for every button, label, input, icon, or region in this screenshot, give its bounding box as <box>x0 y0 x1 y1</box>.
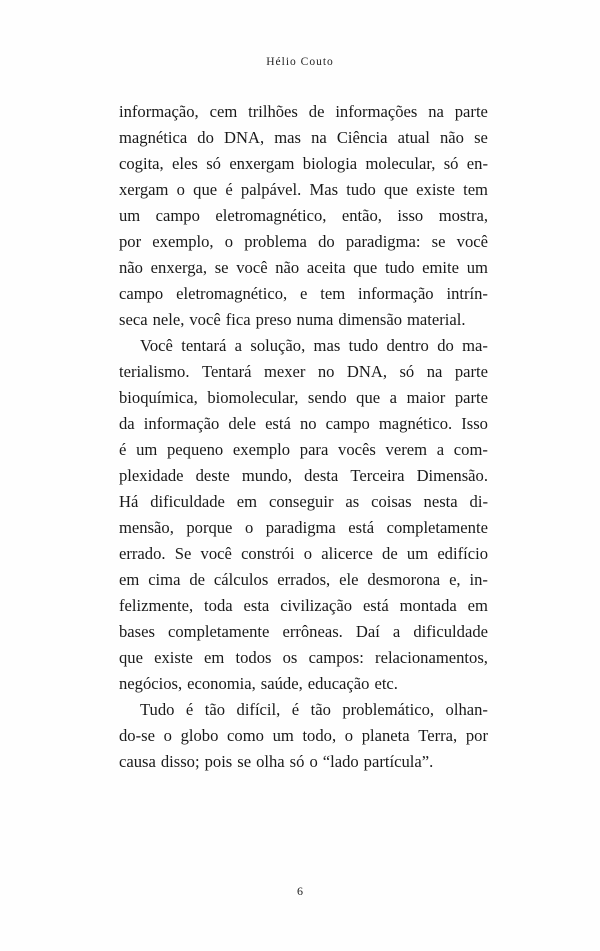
word: Mas <box>309 180 339 199</box>
word: do-se <box>119 726 155 745</box>
word: desta <box>304 466 339 485</box>
word: causa <box>119 752 156 771</box>
word: um <box>406 544 429 563</box>
word: enxergam <box>229 154 295 173</box>
word: mexer <box>263 362 306 381</box>
text-line <box>119 593 488 619</box>
word: não <box>440 128 464 147</box>
word: Você <box>140 336 173 355</box>
text-line <box>119 177 488 203</box>
word: a <box>389 388 398 407</box>
word: edifício <box>437 544 488 563</box>
word: todo, <box>302 726 337 745</box>
word: informação <box>358 284 434 303</box>
word: mas <box>313 336 341 355</box>
word: aceita <box>306 258 346 277</box>
word: Terceira <box>350 466 405 485</box>
word: eletromagnético, <box>176 284 288 303</box>
word: que <box>353 258 378 277</box>
word: é <box>225 180 233 199</box>
word: di- <box>469 492 488 511</box>
word: o <box>344 726 354 745</box>
word: é <box>185 700 194 719</box>
word: nesta <box>423 492 458 511</box>
text-line <box>119 541 488 567</box>
word: mundo, <box>241 466 293 485</box>
word: as <box>345 492 360 511</box>
word: em <box>236 492 258 511</box>
text-line <box>119 463 488 489</box>
word: nele, <box>152 310 185 329</box>
word: do <box>437 336 454 355</box>
word: disso; <box>160 752 200 771</box>
word: parte <box>454 388 488 407</box>
word: em <box>204 648 225 667</box>
word: que <box>356 388 381 407</box>
word: só <box>289 752 305 771</box>
word: tão <box>310 700 331 719</box>
word: tudo <box>346 180 376 199</box>
word: um <box>119 206 141 225</box>
word: você <box>189 310 221 329</box>
word: só <box>443 154 459 173</box>
word: palpável. <box>240 180 302 199</box>
word: cem <box>209 102 238 121</box>
word: campo <box>155 206 200 225</box>
word: informações <box>335 102 418 121</box>
word: está <box>348 518 375 537</box>
word: no <box>299 414 317 433</box>
text-line <box>119 359 488 385</box>
word: tem <box>320 284 346 303</box>
word: como <box>227 726 264 745</box>
text-line <box>119 645 488 671</box>
word: Se <box>174 544 192 563</box>
word: cálculos <box>213 570 269 589</box>
word: emite <box>422 258 459 277</box>
word: a <box>436 440 445 459</box>
word: Isso <box>461 414 488 433</box>
word: você <box>456 232 488 251</box>
word: um <box>136 440 158 459</box>
text-line <box>119 229 488 255</box>
word: campos: <box>308 648 364 667</box>
paragraph <box>119 99 488 333</box>
word: en- <box>466 154 488 173</box>
word: seca <box>119 310 148 329</box>
word: numa <box>296 310 334 329</box>
word: biomolecular, <box>207 388 299 407</box>
word: terialismo. <box>119 362 190 381</box>
word: tentará <box>181 336 227 355</box>
word: o <box>224 232 234 251</box>
word: então, <box>341 206 382 225</box>
word: e, <box>449 570 461 589</box>
word: mensão, <box>119 518 174 537</box>
word: do <box>318 232 335 251</box>
word: dimensão <box>338 310 402 329</box>
page-number: 6 <box>297 884 303 898</box>
word: felizmente, <box>119 596 194 615</box>
word: só <box>206 154 221 173</box>
word: todos <box>235 648 272 667</box>
text-line <box>119 99 488 125</box>
text-line <box>119 671 488 697</box>
word: magnética <box>119 128 188 147</box>
word: isso <box>397 206 424 225</box>
word: o <box>176 180 185 199</box>
word: Daí <box>355 622 380 641</box>
word: eletromagnético, <box>215 206 327 225</box>
word: toda <box>204 596 233 615</box>
word: pois <box>204 752 233 771</box>
word: se <box>474 128 488 147</box>
word: porque <box>186 518 233 537</box>
word: maior <box>406 388 446 407</box>
text-line <box>119 697 488 723</box>
word: paradigma: <box>345 232 421 251</box>
word: em <box>119 570 140 589</box>
word: errados, <box>277 570 331 589</box>
word: olha <box>256 752 285 771</box>
text-line <box>119 125 488 151</box>
word: biologia <box>302 154 358 173</box>
word: está <box>362 596 389 615</box>
text-line <box>119 333 488 359</box>
text-line <box>119 203 488 229</box>
word: verem <box>385 440 427 459</box>
word: por <box>119 232 142 251</box>
word: não <box>275 258 300 277</box>
word: DNA, <box>346 362 388 381</box>
word: planeta <box>361 726 410 745</box>
word: molecular, <box>365 154 436 173</box>
word: conseguir <box>268 492 334 511</box>
word: in- <box>469 570 488 589</box>
word: que <box>119 648 143 667</box>
word: deste <box>195 466 230 485</box>
word: bases <box>119 622 155 641</box>
word: parte <box>454 362 488 381</box>
word: olhan- <box>445 700 488 719</box>
word: a <box>392 622 401 641</box>
word: um <box>466 258 488 277</box>
word: na <box>428 102 444 121</box>
word: o <box>163 726 172 745</box>
word: um <box>272 726 294 745</box>
word: problemático, <box>342 700 435 719</box>
word: alicerce <box>321 544 373 563</box>
word: dentro <box>386 336 429 355</box>
word: bioquímica, <box>119 388 198 407</box>
word: Tudo <box>140 700 175 719</box>
word: mostra, <box>438 206 488 225</box>
word: difícil, <box>236 700 281 719</box>
word: tudo <box>348 336 379 355</box>
word: economia, <box>187 674 256 693</box>
word: esta <box>243 596 270 615</box>
word: o <box>309 752 318 771</box>
word: relacionamentos, <box>375 648 488 667</box>
word: está <box>265 414 291 433</box>
word: se <box>431 232 446 251</box>
text-line <box>119 281 488 307</box>
word: você <box>200 544 232 563</box>
word: de <box>189 570 206 589</box>
text-line <box>119 307 488 333</box>
word: no <box>317 362 335 381</box>
word: Ciência <box>336 128 388 147</box>
word: dificuldade <box>413 622 488 641</box>
word: se <box>237 752 252 771</box>
word: etc. <box>374 674 398 693</box>
word: Tentará <box>201 362 252 381</box>
word: por <box>465 726 488 745</box>
word: partícula”. <box>363 752 434 771</box>
text-line <box>119 385 488 411</box>
text-line <box>119 411 488 437</box>
word: de <box>308 102 325 121</box>
word: coisas <box>371 492 412 511</box>
paragraph <box>119 333 488 697</box>
word: dificuldade <box>150 492 225 511</box>
word: DNA, <box>224 128 265 147</box>
word: só <box>399 362 415 381</box>
word: mas <box>274 128 301 147</box>
text-line <box>119 255 488 281</box>
word: “lado <box>322 752 359 771</box>
word: intrín- <box>446 284 488 303</box>
word: tudo <box>384 258 415 277</box>
word: existe <box>154 648 193 667</box>
word: paradigma <box>265 518 336 537</box>
text-line <box>119 437 488 463</box>
word: civilização <box>280 596 353 615</box>
word: vocês <box>338 440 376 459</box>
word: xergam <box>119 180 169 199</box>
word: com- <box>453 440 488 459</box>
word: na <box>426 362 443 381</box>
word: de <box>382 544 398 563</box>
word: é <box>291 700 300 719</box>
word: tem <box>463 180 488 199</box>
word: negócios, <box>119 674 183 693</box>
word: para <box>299 440 329 459</box>
text-line <box>119 489 488 515</box>
word: ma- <box>462 336 488 355</box>
word: informação <box>143 414 220 433</box>
text-line <box>119 567 488 593</box>
word: ele <box>339 570 359 589</box>
word: pequeno <box>167 440 224 459</box>
word: exemplo, <box>152 232 214 251</box>
word: constrói <box>241 544 295 563</box>
word: o <box>303 544 313 563</box>
text-line <box>119 515 488 541</box>
word: você <box>236 258 268 277</box>
word: do <box>197 128 214 147</box>
word: que <box>383 180 408 199</box>
word: problema <box>244 232 307 251</box>
word: Há <box>119 492 139 511</box>
text-line <box>119 619 488 645</box>
word: atual <box>397 128 430 147</box>
word: e <box>300 284 308 303</box>
word: magnético. <box>378 414 453 433</box>
word: não <box>119 258 143 277</box>
text-line <box>119 723 488 749</box>
word: Dimensão. <box>416 466 488 485</box>
word: na <box>311 128 327 147</box>
text-line <box>119 749 488 775</box>
word: plexidade <box>119 466 184 485</box>
word: o <box>244 518 254 537</box>
body-text <box>119 99 488 775</box>
word: completamente <box>168 622 270 641</box>
word: sendo <box>307 388 347 407</box>
running-head-author: Hélio Couto <box>266 56 334 68</box>
word: dele <box>228 414 256 433</box>
word: parte <box>454 102 488 121</box>
word: desmorona <box>367 570 441 589</box>
word: os <box>282 648 298 667</box>
word: preso <box>255 310 292 329</box>
word: completamente <box>386 518 488 537</box>
word: a <box>234 336 243 355</box>
word: globo <box>180 726 219 745</box>
word: informação, <box>119 102 199 121</box>
word: campo <box>119 284 164 303</box>
word: em <box>467 596 488 615</box>
word: que <box>193 180 218 199</box>
word: Terra, <box>418 726 458 745</box>
word: material. <box>407 310 466 329</box>
word: montada <box>399 596 457 615</box>
word: educação <box>307 674 370 693</box>
word: solução, <box>250 336 306 355</box>
word: saúde, <box>260 674 303 693</box>
word: enxerga, <box>150 258 208 277</box>
word: exemplo <box>232 440 291 459</box>
word: errado. <box>119 544 166 563</box>
word: trilhões <box>248 102 298 121</box>
word: é <box>119 440 127 459</box>
word: cogita, <box>119 154 164 173</box>
word: errôneas. <box>282 622 343 641</box>
word: se <box>214 258 229 277</box>
text-line <box>119 151 488 177</box>
paragraph <box>119 697 488 775</box>
word: eles <box>172 154 198 173</box>
word: existe <box>416 180 455 199</box>
word: cima <box>148 570 181 589</box>
word: fica <box>225 310 251 329</box>
word: tão <box>204 700 226 719</box>
word: campo <box>325 414 370 433</box>
word: da <box>119 414 135 433</box>
